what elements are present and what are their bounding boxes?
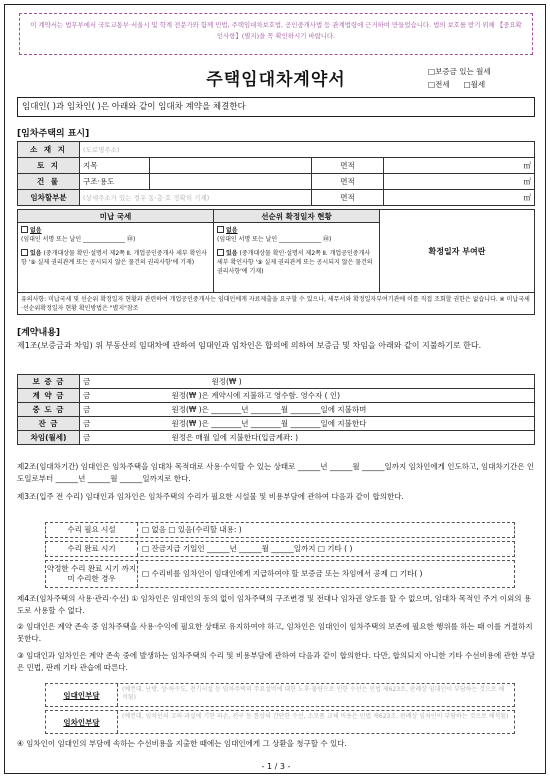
article-1: 제1조(보증금과 차임) 위 부동산의 임대차에 관하여 임대인과 임차인은 합의에 의하여 보증금 및 차임을 아래와 같이 지불하기로 한다. bbox=[17, 341, 482, 350]
interim-payment-prefix: 금 bbox=[80, 403, 102, 417]
article-4-1: 제4조(임차주택의 사용·관리·수선) ① 임차인은 임대인의 동의 없이 임차주택의 구조변경 및 전대나 임차권 양도를 할 수 없으며, 임대차 목적인 주거 이외의 용도로 사용할 수 없다. bbox=[17, 594, 532, 615]
building-label: 건 물 bbox=[18, 174, 80, 190]
tenant-burden-row bbox=[45, 710, 515, 734]
date-stamp-area[interactable]: 확정일자 부여란 bbox=[380, 210, 535, 293]
tax-status-table bbox=[17, 209, 535, 315]
monthly-rent-field[interactable]: 원정은 매월 일에 지불한다(입금계좌: ) bbox=[102, 431, 535, 445]
repair-needed-field[interactable]: □ 없음 □ 있음(수리할 내용: ) bbox=[142, 525, 242, 534]
contract-type-options bbox=[428, 65, 491, 91]
repair-deadline-row bbox=[45, 541, 515, 557]
repair-failure-row bbox=[45, 560, 515, 588]
priority-date-header: 선순위 확정일자 현황 bbox=[214, 210, 380, 223]
repair-deadline-label: 수리 완료 시기 bbox=[46, 542, 138, 556]
legal-notice: 이 계약서는 법무부에서 국토교통부·서울시 및 학계 전문가와 함께 민법, 주택임대차보호법, 공인중개사법 등 관계법령에 근거하여 만들었습니다. 법의 보호를 받기 위해 【중요확인사항】(별지)을 꼭 확인하시기 바랍니다. bbox=[19, 13, 533, 55]
land-area-field[interactable]: ㎡ bbox=[384, 158, 535, 174]
down-payment-field[interactable]: 원정(₩ )은 계약시에 지불하고 영수함. 영수자 ( 인) bbox=[102, 389, 535, 403]
unpaid-none-checkbox[interactable] bbox=[21, 226, 28, 233]
building-area-label: 면적 bbox=[312, 174, 384, 190]
lease-area-field[interactable]: ㎡ bbox=[384, 190, 535, 206]
article-4-2: ② 임대인은 계약 존속 중 임차주택을 사용·수익에 필요한 상태로 유지하여야 하고, 임차인은 임대인이 임차주택의 보존에 필요한 행위를 하는 때 이를 거절하지 못한다. bbox=[17, 622, 533, 643]
land-area-label: 면적 bbox=[312, 158, 384, 174]
interim-payment-field[interactable]: 원정(₩ )은 ________년 ________월 ________일에 지불하며 bbox=[102, 403, 535, 417]
article-3: 제3조(입주 전 수리) 임대인과 임차인은 임차주택의 수리가 필요한 시설물 및 비용부담에 관하여 다음과 같이 합의한다. bbox=[17, 492, 404, 501]
repair-needed-row bbox=[45, 522, 515, 538]
tax-note: 유의사항: 미납국세 및 선순위 확정일자 현황과 관련하여 개업공인중개사는 임대인에게 자료제출을 요구할 수 있으나, 세무서와 확정일자부여기관에 이를 직접 조회할 권한은 없습니다. ※ 미납국세·선순위확정일자 현황 확인방법은 "별지"참조 bbox=[18, 293, 535, 315]
structure-field[interactable] bbox=[150, 174, 312, 190]
down-payment-label: 계 약 금 bbox=[18, 389, 80, 403]
section-property-header: [임차주택의 표시] bbox=[17, 129, 90, 139]
tenant-burden-label: 임차인부담 bbox=[46, 711, 118, 733]
priority-date-cell: 없음 (임대인 서명 또는 날인 ______________ ㊞) 있음 (중개대상물 확인·설명서 제2쪽 Ⅱ. 개업공인중개사 세부 확인사항 '⑨ 실제 권리관계 또는 공시되지 않은 물건의 권리사항'에 기재) bbox=[214, 223, 380, 293]
page-number: - 1 / 3 - bbox=[261, 762, 291, 771]
property-table bbox=[17, 141, 535, 206]
balance-label: 잔 금 bbox=[18, 417, 80, 431]
article-2: 제2조(임대차기간) 임대인은 임차주택을 임대차 목적대로 사용·수익할 수 있는 상태로 ______년 ______월 ______일까지 임차인에게 인도하고, 임대차기간은 인도일로부터 ______년 ______월 ______일까지로 한다. bbox=[17, 462, 535, 483]
repair-needed-label: 수리 필요 시설 bbox=[46, 523, 138, 537]
building-area-field[interactable]: ㎡ bbox=[384, 174, 535, 190]
monthly-rent-label: 차임(월세) bbox=[18, 431, 80, 445]
unpaid-tax-cell: 없음 (임대인 서명 또는 날인 ______________ ㊞) 있음 (중개대상물 확인·설명서 제2쪽 Ⅱ. 개업공인중개사 세부 확인사항 '⑨ 실제 권리관계 또는 공시되지 않은 물건의 권리사항'에 기재) bbox=[18, 223, 214, 293]
article-4-4: ④ 임차인이 임대인의 부담에 속하는 수선비용을 지출한 때에는 임대인에게 그 상환을 청구할 수 있다. bbox=[17, 739, 347, 748]
unpaid-exists-checkbox[interactable] bbox=[21, 249, 28, 256]
type-jeonse[interactable]: □전세 bbox=[428, 80, 450, 89]
interim-payment-label: 중 도 금 bbox=[18, 403, 80, 417]
down-payment-prefix: 금 bbox=[80, 389, 102, 403]
deposit-label: 보 증 금 bbox=[18, 375, 80, 389]
unpaid-tax-header: 미납 국세 bbox=[18, 210, 214, 223]
article-4-3: ③ 임대인과 임차인은 계약 존속 중에 발생하는 임차주택의 수리 및 비용부담에 관하여 다음과 같이 합의한다. 다만, 합의되지 아니한 기타 수선비용에 관한 부담은 민법, 판례 기타 관습에 따른다. bbox=[17, 651, 535, 672]
location-field[interactable]: (도로명주소) bbox=[80, 142, 535, 158]
document-title: 주택임대차계약서 bbox=[206, 70, 346, 90]
landlord-burden-field[interactable]: (예컨대, 난방, 상·하수도, 전기시설 등 임차주택의 주요설비에 대한 노후·불량으로 인한 수선은 민법 제623조, 판례상 임대인이 부담하는 것으로 해석됨) bbox=[122, 686, 505, 701]
land-type-label: 지목 bbox=[80, 158, 150, 174]
section-contract-header: [계약내용] bbox=[17, 328, 61, 338]
lease-part-field[interactable]: (상세주소가 있는 경우 동·층·호 정확히 기재) bbox=[80, 190, 312, 206]
structure-label: 구조·용도 bbox=[80, 174, 150, 190]
landlord-burden-row bbox=[45, 683, 515, 707]
balance-prefix: 금 bbox=[80, 417, 102, 431]
contract-page bbox=[4, 4, 546, 774]
payment-table bbox=[17, 374, 535, 445]
priority-exists-checkbox[interactable] bbox=[217, 249, 224, 256]
deposit-prefix: 금 bbox=[80, 375, 102, 389]
repair-deadline-field[interactable]: □ 잔금지급 기일인 ______년 ______월 ______일까지 □ 기타 ( ) bbox=[142, 544, 353, 553]
lease-part-label: 임차할부분 bbox=[18, 190, 80, 206]
land-type-field[interactable] bbox=[150, 158, 312, 174]
repair-failure-label: 약정한 수리 완료 시기 까지 미 수리한 경우 bbox=[46, 561, 138, 587]
parties-intro: 임대인( )과 임차인( )은 아래와 같이 임대차 계약을 체결한다 bbox=[17, 97, 535, 117]
priority-none-checkbox[interactable] bbox=[217, 226, 224, 233]
repair-failure-field[interactable]: □ 수리비를 임차인이 임대인에게 지급하여야 할 보증금 또는 차임에서 공제 □ 기타( ) bbox=[142, 569, 423, 578]
lease-area-label: 면적 bbox=[312, 190, 384, 206]
monthly-rent-prefix: 금 bbox=[80, 431, 102, 445]
location-label: 소 재 지 bbox=[18, 142, 80, 158]
type-monthly[interactable]: □월세 bbox=[463, 80, 486, 89]
tenant-burden-field[interactable]: (예컨대, 임차인의 고의·과실에 기한 파손, 전구 등 통상의 간단한 수선, 소모품 교체 비용은 민법 제623조, 판례상 임차인이 부담하는 것으로 해석됨) bbox=[122, 713, 509, 720]
balance-field[interactable]: 원정(₩ )은 ________년 ________월 ________일에 지불한다 bbox=[102, 417, 535, 431]
landlord-burden-label: 임대인부담 bbox=[46, 684, 118, 706]
type-monthly-deposit[interactable]: □보증금 있는 월세 bbox=[428, 67, 491, 76]
deposit-field[interactable]: 원정(₩ ) bbox=[102, 375, 535, 389]
land-label: 토 지 bbox=[18, 158, 80, 174]
